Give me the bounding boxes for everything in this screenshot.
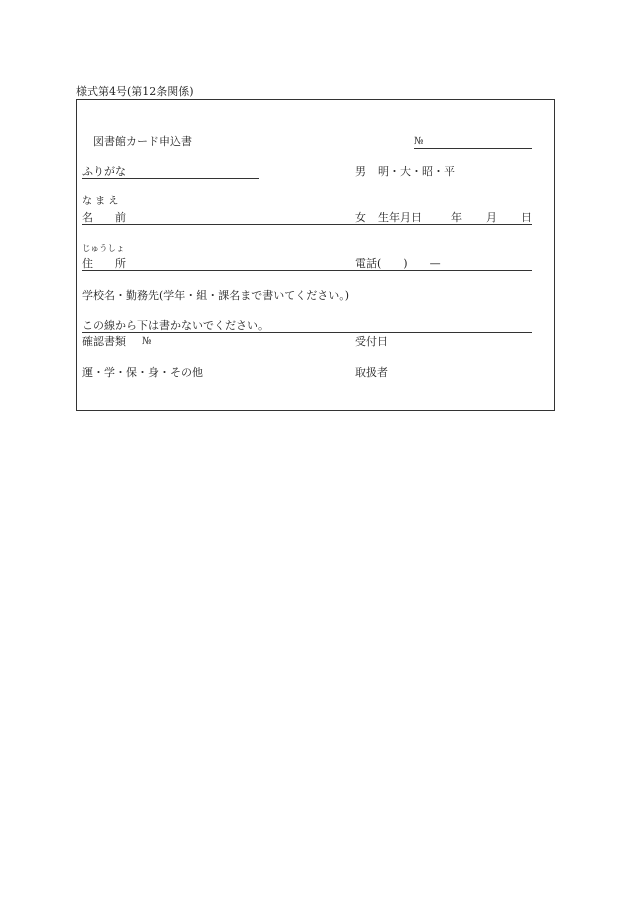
year-label: 年 — [451, 211, 462, 224]
furigana-label: ふりがな — [82, 165, 126, 178]
card-number-field[interactable] — [414, 148, 532, 149]
form-title: 図書館カード申込書 — [93, 135, 192, 148]
furigana-field[interactable] — [82, 178, 259, 179]
address-field[interactable] — [82, 270, 532, 271]
name-kana: な ま え — [82, 196, 119, 207]
gender-male-option[interactable]: 男 — [355, 165, 366, 178]
month-label: 月 — [486, 211, 497, 224]
day-label: 日 — [521, 211, 532, 224]
handler-label: 取扱者 — [355, 366, 388, 379]
card-number-label: № — [414, 136, 424, 147]
confirm-docs-number-label: № — [142, 336, 152, 347]
name-field[interactable] — [82, 224, 532, 225]
address-label: 住 所 — [82, 257, 126, 270]
document-type-options[interactable]: 運・学・保・身・その他 — [82, 366, 203, 379]
confirm-docs-label: 確認書類 — [82, 335, 126, 348]
phone-label: 電話( ) — — [355, 257, 441, 270]
birthdate-label: 生年月日 — [378, 211, 422, 224]
gender-female-option[interactable]: 女 — [355, 211, 366, 224]
name-label: 名 前 — [82, 211, 126, 224]
office-use-divider — [82, 332, 532, 333]
address-kana: じゅうしょ — [82, 244, 125, 254]
era-options[interactable]: 明・大・昭・平 — [378, 165, 455, 178]
received-date-label: 受付日 — [355, 335, 388, 348]
office-use-notice: この線から下は書かないでください。 — [82, 319, 269, 332]
form-number-caption: 様式第4号(第12条関係) — [76, 85, 194, 98]
school-workplace-label: 学校名・勤務先(学年・組・課名まで書いてください。) — [82, 289, 350, 302]
